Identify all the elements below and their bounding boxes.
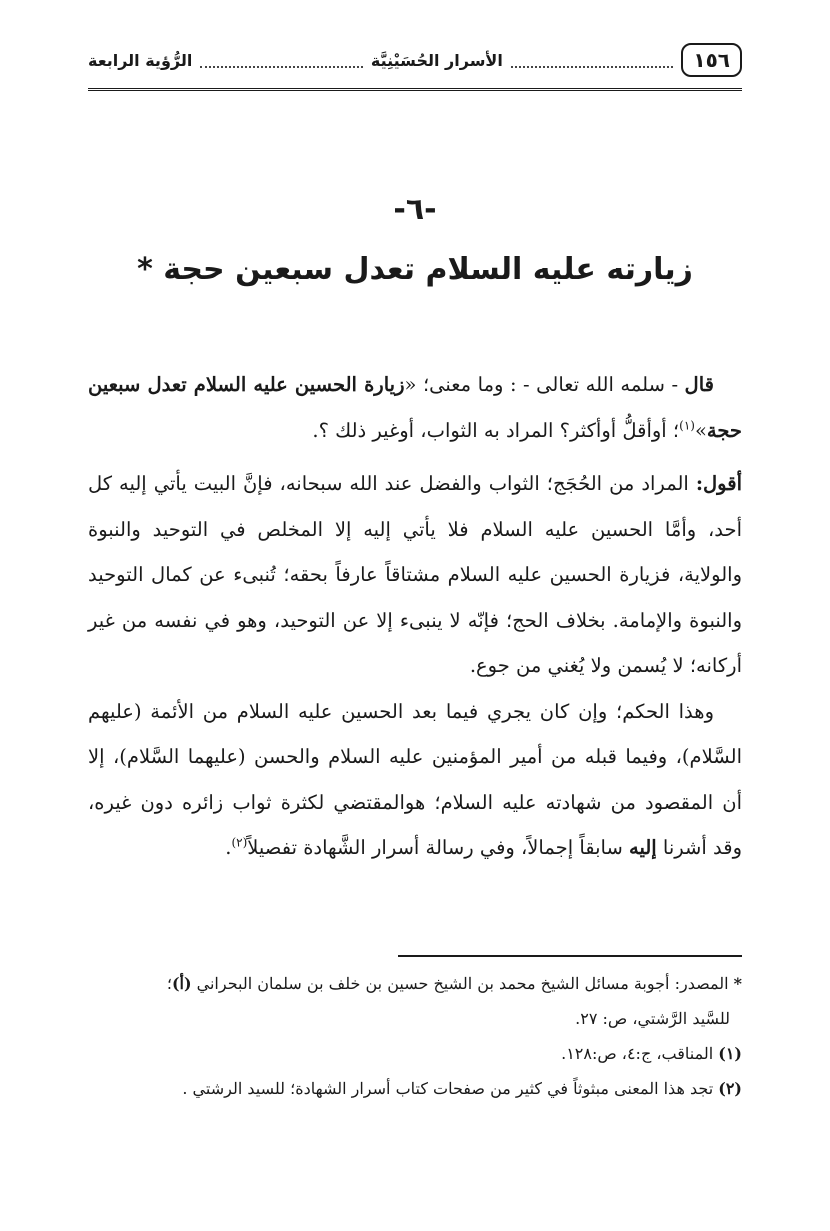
paragraph-text: - سلمه الله تعالى - : وما معنى؛ «: [404, 373, 679, 396]
footnote-text: المناقب، ج:٤، ص:١٢٨.: [561, 1044, 714, 1063]
page-number: ١٥٦: [681, 43, 742, 77]
footnotes: [88, 966, 742, 1106]
quoted-hadith: زيارة الحسين عليه السلام تعدل سبعين حجة: [88, 373, 742, 442]
footnote-mark: *: [733, 974, 742, 993]
paragraph-text: المراد من الحُجَج؛ الثواب والفضل عند الله سبحانه، فإنَّ البيت يأتي إليه كل أحد، وأمَّا الحسين عليه السلام فلا يأتي إليه إلا المخلص في التوحيد والنبوة والولاية، فزيارة الحسين عليه السلام مشتاقاً عارفاً بحقه؛ تُنبىء عن كمال التوحيد والنبوة والإمامة. بخلاف الحج؛ فإنّه لا ينبىء إلا عن التوحيد، وهو في نفسه من غير أركانه؛ لا يُسمن ولا يُغني من جوع.: [88, 472, 742, 677]
paragraph-answer: [88, 461, 742, 689]
paragraph-text: .: [225, 836, 232, 859]
header-leader-dots: [200, 52, 363, 68]
footnote-mark: (٢): [718, 1079, 742, 1098]
running-header: [88, 38, 742, 82]
header-leader-dots: [511, 52, 674, 68]
footnote-bold: (أ): [171, 974, 192, 993]
footnote-text: تجد هذا المعنى مبثوثاً في كثير من صفحات كتاب أسرار الشهادة؛ للسيد الرشتي .: [182, 1079, 714, 1098]
footnote-text: المصدر: أجوبة مسائل الشيخ محمد بن الشيخ حسين بن خلف بن سلمان البحراني: [191, 974, 729, 993]
chapter-number: -٦-: [393, 192, 437, 227]
lead-word: قال: [684, 373, 714, 396]
paragraph-text: »: [694, 418, 707, 442]
footnote-rule: [398, 955, 742, 957]
paragraph-text: ؛ أوأقلُّ أوأكثر؟ المراد به الثواب، أوغير ذلك ؟.: [312, 418, 680, 442]
footnote-ref: (٢): [231, 835, 248, 850]
footnote-1: [88, 1036, 742, 1071]
footnote-mark: (١): [718, 1044, 742, 1063]
footnote-source: [88, 966, 742, 1001]
body-text: [88, 362, 742, 871]
header-rule: [88, 88, 742, 91]
paragraph-text: وهذا الحكم؛ وإن كان يجري فيما بعد الحسين عليه السلام من الأئمة (عليهم السَّلام)، وفيما قبله من أمير المؤمنين عليه السلام والحسن (عليهما السَّلام)، إلا أن المقصود من شهادته عليه السلام؛ هوالمقتضي لكثرة ثواب زائره دون غيره، وقد أشرنا: [88, 699, 742, 859]
paragraph-ruling: [88, 689, 742, 871]
book-title: الأسرار الحُسَيْنِيَّة: [370, 50, 503, 70]
bold-word: إليه: [629, 836, 657, 859]
lead-word: أقول:: [695, 472, 742, 495]
footnote-2: [88, 1071, 742, 1106]
part-title: الرُّؤية الرابعة: [87, 50, 193, 70]
footnote-text: ؛: [166, 974, 172, 993]
paragraph-text: سابقاً إجمالاً، وفي رسالة أسرار الشَّهادة تفصيلاً: [247, 836, 630, 859]
chapter-title: زيارته عليه السلام تعدل سبعين حجة *: [137, 252, 693, 287]
paragraph-question: [88, 362, 742, 453]
footnote-source-cont: للسَّيد الرَّشتي، ص: ٢٧.: [575, 1009, 730, 1028]
footnote-ref: (١): [679, 418, 695, 432]
